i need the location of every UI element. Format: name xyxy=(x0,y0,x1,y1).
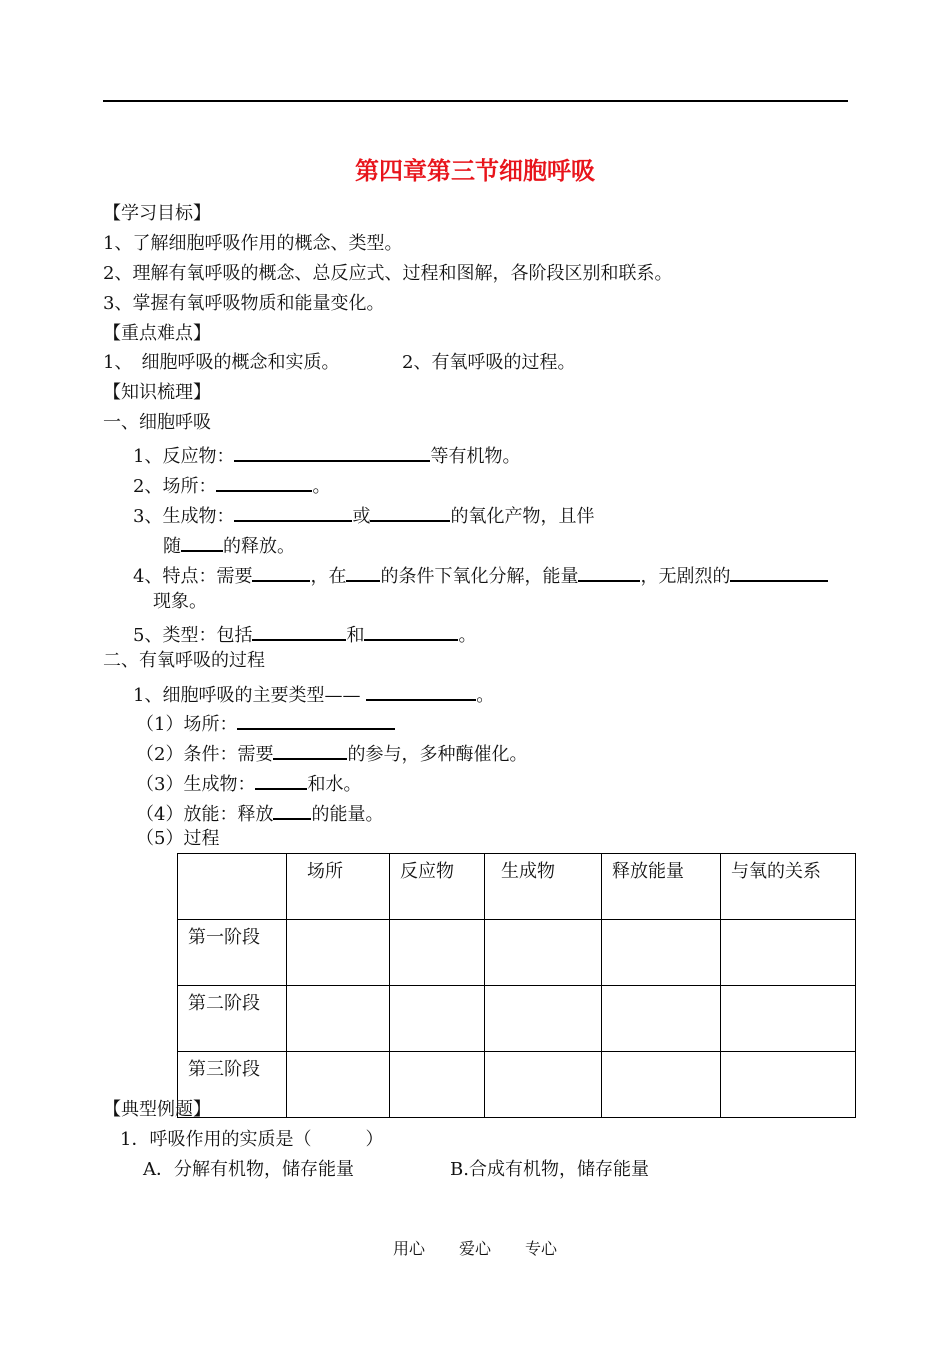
examples-header: 【典型例题】 xyxy=(103,1099,211,1120)
table-row xyxy=(178,1052,856,1118)
fill-blank[interactable] xyxy=(252,619,346,641)
fill-blank[interactable] xyxy=(216,470,312,492)
aerobic-process-label: （5）过程 xyxy=(136,828,220,849)
table-cell[interactable] xyxy=(721,1052,856,1118)
part1-title: 一、细胞呼吸 xyxy=(103,412,211,433)
fill-blank[interactable] xyxy=(273,798,311,820)
fill-blank[interactable] xyxy=(366,679,476,701)
header-rule xyxy=(103,100,848,102)
product-line: 3、生成物： 或 的氧化产物，且伴 xyxy=(133,500,594,529)
table-cell[interactable] xyxy=(287,986,390,1052)
table-cell[interactable] xyxy=(390,986,485,1052)
fill-blank[interactable] xyxy=(181,530,223,552)
table-cell[interactable] xyxy=(390,1052,485,1118)
table-cell[interactable] xyxy=(602,986,721,1052)
aerobic-condition-line: （2）条件：需要 的参与，多种酶催化。 xyxy=(136,738,527,767)
question-1: 1．呼吸作用的实质是（ ） xyxy=(120,1129,384,1150)
table-cell[interactable] xyxy=(721,986,856,1052)
fill-blank[interactable] xyxy=(255,768,307,790)
table-row xyxy=(178,920,856,986)
table-header-cell: 反应物 xyxy=(390,854,485,920)
fill-blank[interactable] xyxy=(364,619,458,641)
feature-line: 4、特点：需要 ，在 的条件下氧化分解，能量 ，无剧烈的 xyxy=(133,560,828,589)
fill-blank[interactable] xyxy=(234,500,352,522)
page-title: 第四章第三节细胞呼吸 xyxy=(355,156,595,185)
table-cell[interactable] xyxy=(390,920,485,986)
site-line: 2、场所： 。 xyxy=(133,470,330,499)
table-cell[interactable] xyxy=(287,920,390,986)
key-header: 【重点难点】 xyxy=(103,323,211,344)
fill-blank[interactable] xyxy=(370,500,450,522)
goal-item: 2、理解有氧呼吸的概念、总反应式、过程和图解，各阶段区别和联系。 xyxy=(103,263,673,284)
table-cell[interactable] xyxy=(602,1052,721,1118)
aerobic-product-line: （3）生成物： 和水。 xyxy=(136,768,361,797)
table-header-cell: 与氧的关系 xyxy=(721,854,856,920)
stage-label: 第二阶段 xyxy=(178,986,287,1052)
aerobic-site-line: （1）场所： xyxy=(136,708,395,737)
footer-word: 专心 xyxy=(525,1239,558,1258)
fill-blank[interactable] xyxy=(346,560,380,582)
table-cell[interactable] xyxy=(721,920,856,986)
fill-blank[interactable] xyxy=(578,560,640,582)
option-b[interactable]: B.合成有机物，储存能量 xyxy=(450,1159,649,1180)
type-line: 5、类型：包括 和 。 xyxy=(133,619,476,648)
main-type-line: 1、细胞呼吸的主要类型—— 。 xyxy=(133,679,494,708)
stage-label: 第三阶段 xyxy=(178,1052,287,1118)
goals-header: 【学习目标】 xyxy=(103,203,211,224)
table-cell[interactable] xyxy=(485,986,602,1052)
table-header-row xyxy=(178,854,856,920)
aerobic-energy-line: （4）放能：释放 的能量。 xyxy=(136,798,383,827)
goal-item: 1、了解细胞呼吸作用的概念、类型。 xyxy=(103,233,403,254)
table-header-cell: 场所 xyxy=(287,854,390,920)
key-point: 2、有氧呼吸的过程。 xyxy=(402,352,576,373)
fill-blank[interactable] xyxy=(237,708,395,730)
feature-line-cont: 现象。 xyxy=(153,591,207,612)
table-cell[interactable] xyxy=(485,920,602,986)
part2-title: 二、有氧呼吸的过程 xyxy=(103,650,265,671)
goal-item: 3、掌握有氧呼吸物质和能量变化。 xyxy=(103,293,385,314)
fill-blank[interactable] xyxy=(273,738,347,760)
footer-word: 爱心 xyxy=(458,1239,491,1258)
table-header-cell: 生成物 xyxy=(485,854,602,920)
table-cell[interactable] xyxy=(287,1052,390,1118)
product-line-cont: 随 的释放。 xyxy=(163,530,295,559)
page-footer xyxy=(0,1236,950,1259)
knowledge-header: 【知识梳理】 xyxy=(103,382,211,403)
table-cell[interactable] xyxy=(485,1052,602,1118)
fill-blank[interactable] xyxy=(252,560,310,582)
table-cell[interactable] xyxy=(602,920,721,986)
process-table xyxy=(177,853,856,1118)
table-row xyxy=(178,986,856,1052)
footer-word: 用心 xyxy=(392,1239,425,1258)
table-header-cell xyxy=(178,854,287,920)
table-header-cell: 释放能量 xyxy=(602,854,721,920)
key-point: 1、 细胞呼吸的概念和实质。 xyxy=(103,352,340,373)
fill-blank[interactable] xyxy=(234,440,430,462)
stage-label: 第一阶段 xyxy=(178,920,287,986)
reactant-line: 1、反应物： 等有机物。 xyxy=(133,440,520,469)
fill-blank[interactable] xyxy=(730,560,828,582)
option-a[interactable]: A．分解有机物，储存能量 xyxy=(143,1159,354,1180)
